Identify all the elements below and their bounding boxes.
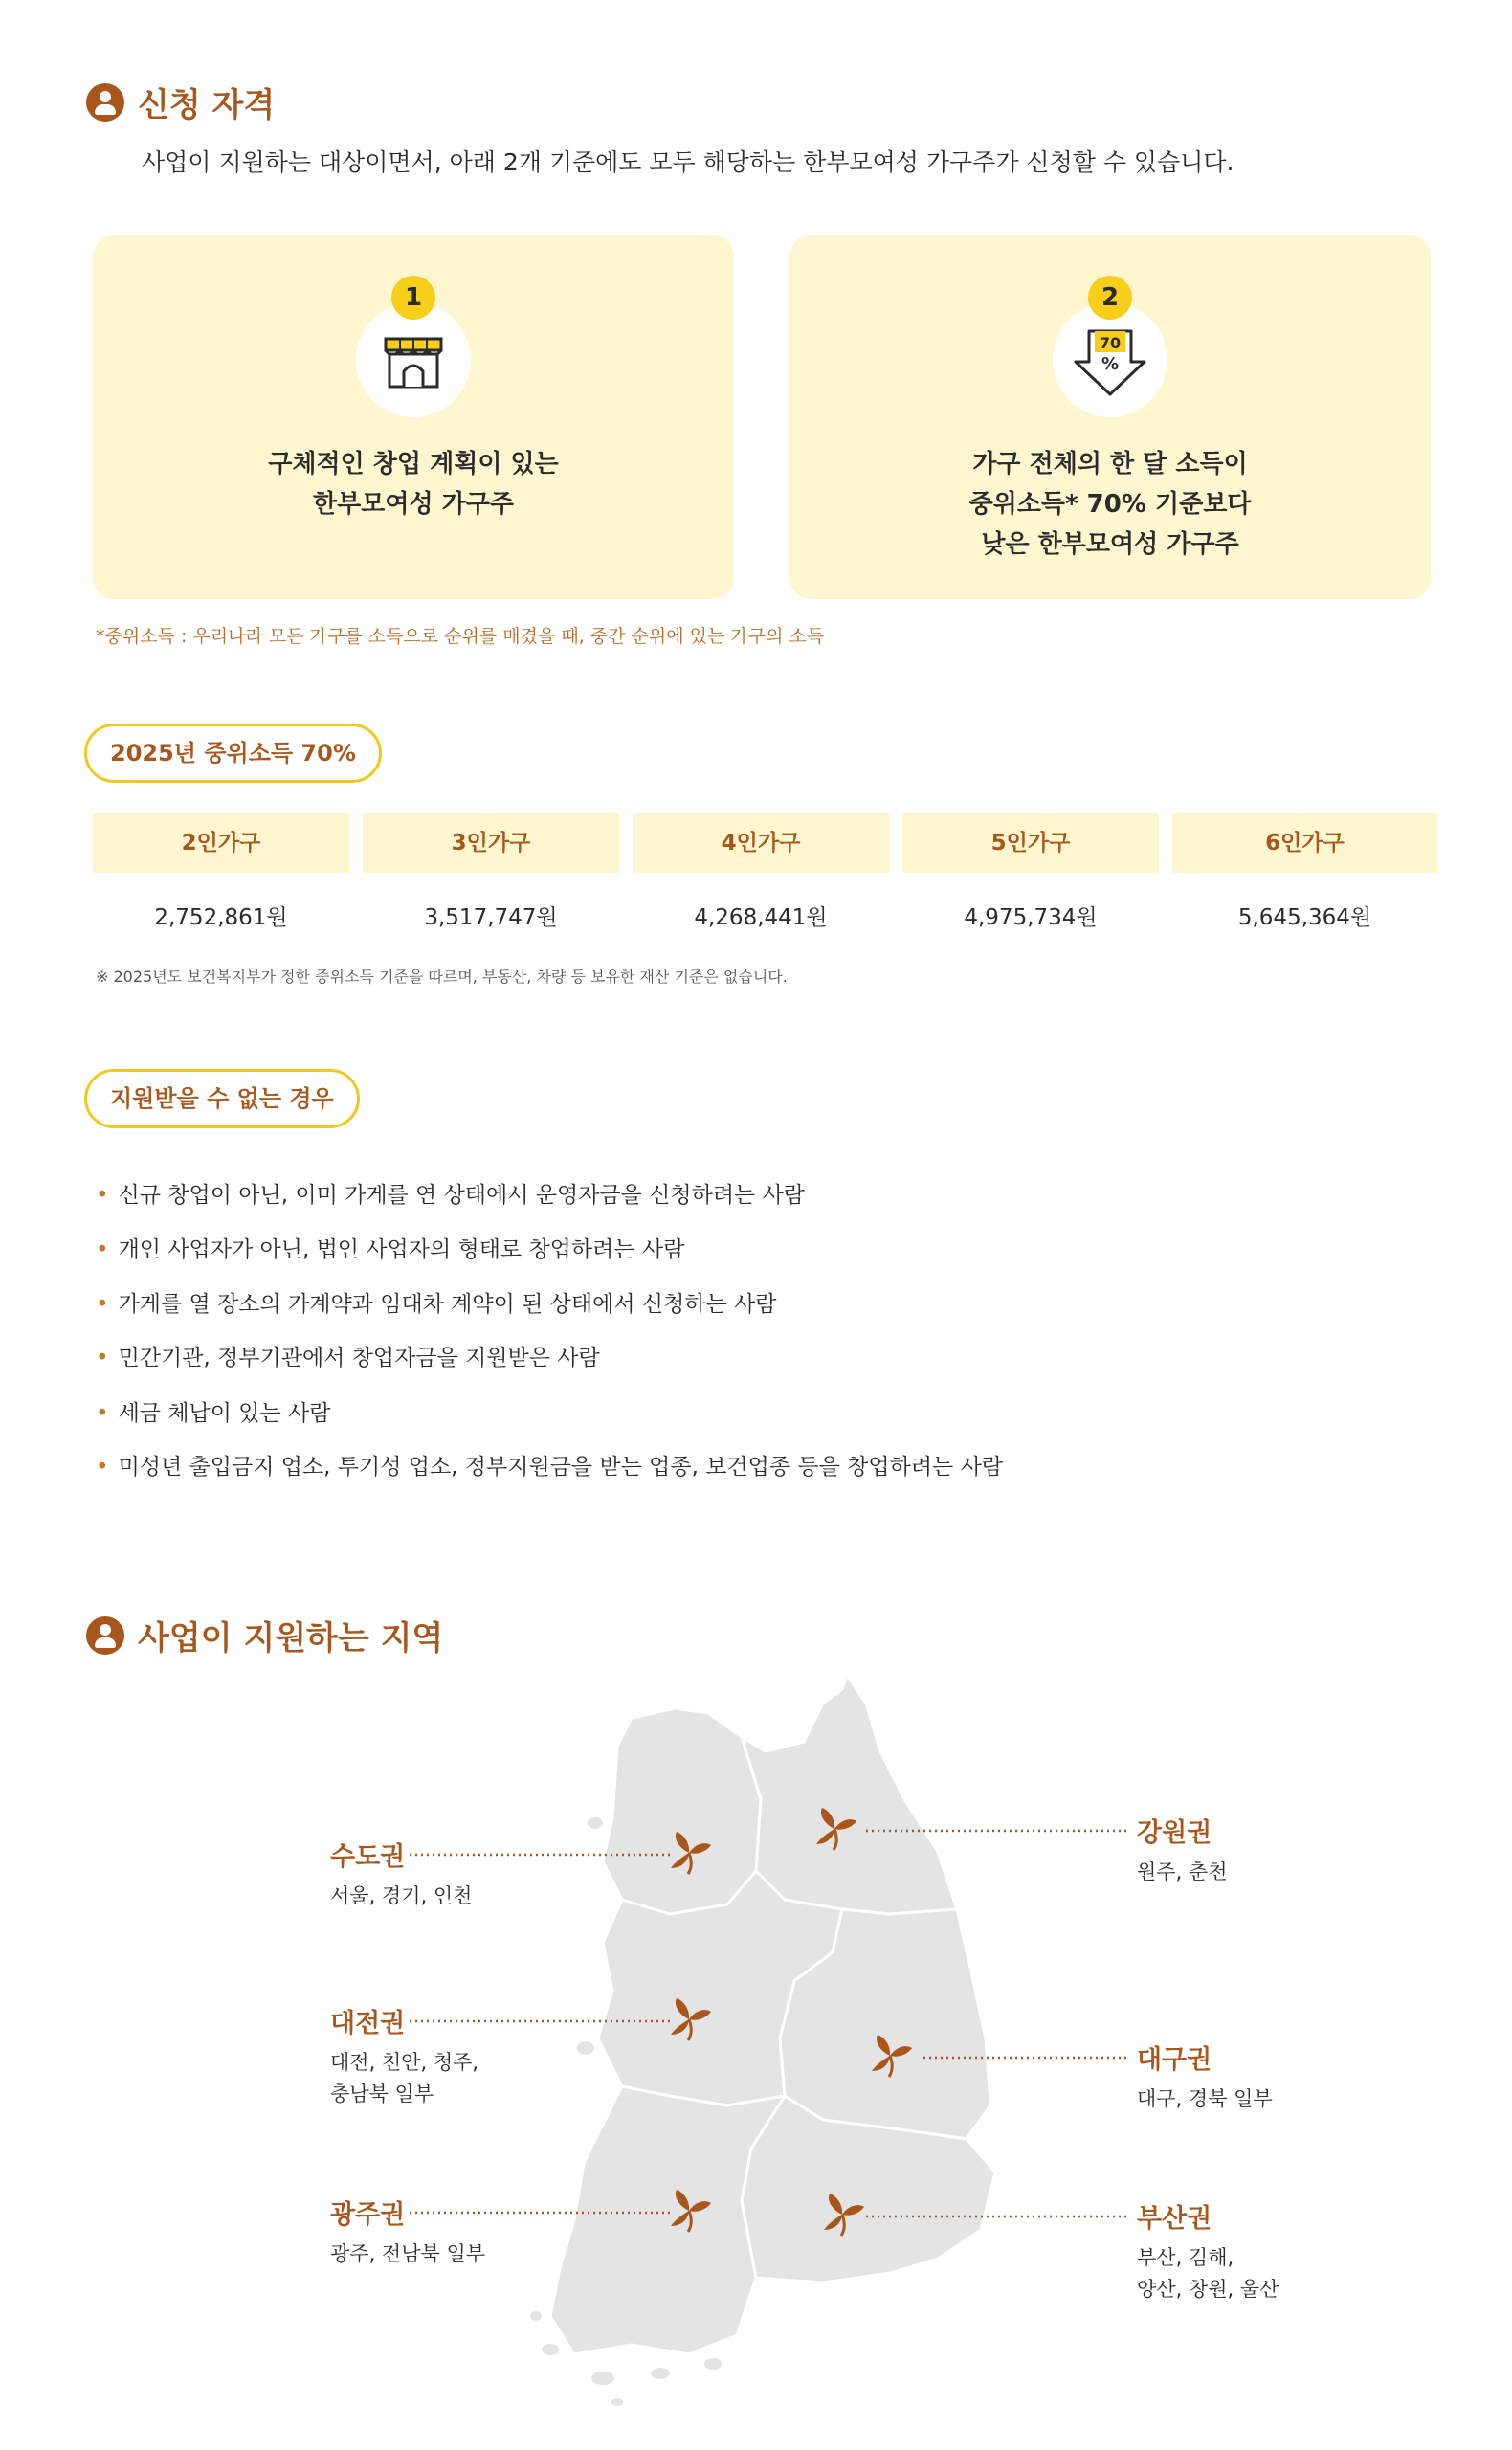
region-daegugwon — [1137, 2038, 1273, 2115]
leaf-icon — [663, 1993, 715, 2044]
list-item-text: 신규 창업이 아닌, 이미 가게를 연 상태에서 운영자금을 신청하려는 사람 — [118, 1183, 806, 1208]
ineligible-badge: 지원받을 수 없는 경우 — [84, 1069, 360, 1128]
card-text-line: 구체적인 창업 계획이 있는 — [268, 450, 559, 479]
table-header: 3인가구 — [363, 813, 619, 873]
median-income-footnote: *중위소득 : 우리나라 모든 가구를 소득으로 순위를 매겼을 때, 중간 순위에 있는 가구의 소득 — [96, 626, 825, 647]
svg-text:%: % — [1101, 354, 1120, 374]
svg-text:70: 70 — [1099, 334, 1122, 352]
region-name: 광주권 — [330, 2200, 406, 2230]
median-income-note: ※ 2025년도 보건복지부가 정한 중위소득 기준을 따르며, 부동산, 차량 등 보유한 재산 기준은 없습니다. — [96, 968, 788, 986]
list-item-text: 민간기관, 정부기관에서 창업자금을 지원받은 사람 — [118, 1346, 600, 1370]
region-cities: 충남북 일부 — [330, 2082, 434, 2105]
list-item-text: 세금 체납이 있는 사람 — [118, 1401, 331, 1426]
region-gangwongwon — [1137, 1812, 1228, 1888]
leaf-icon — [816, 2188, 868, 2239]
list-item-text: 가게를 열 장소의 가계약과 임대차 계약이 된 상태에서 신청하는 사람 — [118, 1292, 777, 1317]
median-income-badge: 2025년 중위소득 70% — [84, 724, 382, 783]
card-text-line: 가구 전체의 한 달 소득이 — [972, 450, 1248, 479]
region-daejeongwon — [330, 2002, 478, 2110]
list-item-text: 미성년 출입금지 업소, 투기성 업소, 정부지원금을 받는 업종, 보건업종 등을 창업하려는 사람 — [118, 1455, 1003, 1480]
list-item: • 세금 체납이 있는 사람 — [96, 1401, 331, 1426]
list-item: • 미성년 출입금지 업소, 투기성 업소, 정부지원금을 받는 업종, 보건업종 등을 창업하려는 사람 — [96, 1455, 1003, 1480]
region-cities: 대전, 천안, 청주, — [330, 2051, 479, 2074]
region-cities: 부산, 김해, — [1137, 2246, 1234, 2269]
table-header: 2인가구 — [93, 813, 349, 873]
region-name: 대구권 — [1137, 2045, 1212, 2075]
list-item-text: 개인 사업자가 아닌, 법인 사업자의 형태로 창업하려는 사람 — [118, 1237, 685, 1262]
region-cities: 원주, 춘천 — [1137, 1860, 1228, 1883]
table-cell: 3,517,747원 — [424, 905, 558, 930]
region-cities: 대구, 경북 일부 — [1137, 2087, 1273, 2110]
table-header: 4인가구 — [633, 813, 889, 873]
region-cities: 광주, 전남북 일부 — [330, 2242, 486, 2265]
table-header: 5인가구 — [902, 813, 1159, 873]
region-sudogwon — [330, 1836, 472, 1912]
list-item: • 민간기관, 정부기관에서 창업자금을 지원받은 사람 — [96, 1346, 600, 1370]
list-item: • 가게를 열 장소의 가계약과 임대차 계약이 된 상태에서 신청하는 사람 — [96, 1292, 777, 1317]
region-name: 대전권 — [330, 2009, 406, 2038]
leaf-icon — [663, 1826, 715, 1878]
region-cities: 서울, 경기, 인천 — [330, 1884, 473, 1907]
leaf-icon — [663, 2184, 715, 2236]
table-cell: 4,975,734원 — [964, 905, 1098, 930]
card-number-badge: 2 — [1088, 276, 1132, 320]
region-busangwon — [1137, 2197, 1279, 2305]
eligibility-title: 신청 자격 — [138, 86, 276, 124]
card-number-badge: 1 — [391, 276, 435, 320]
list-item: • 개인 사업자가 아닌, 법인 사업자의 형태로 창업하려는 사람 — [96, 1237, 685, 1262]
region-name: 부산권 — [1137, 2204, 1212, 2234]
region-name: 수도권 — [330, 1842, 406, 1872]
table-cell: 5,645,364원 — [1237, 905, 1372, 930]
list-item: • 신규 창업이 아닌, 이미 가게를 연 상태에서 운영자금을 신청하려는 사람 — [96, 1183, 806, 1208]
card-text-line: 낮은 한부모여성 가구주 — [981, 530, 1239, 559]
region-gwangjugwon — [330, 2194, 485, 2270]
region-cities: 양산, 창원, 울산 — [1137, 2278, 1279, 2301]
table-cell: 4,268,441원 — [694, 905, 828, 930]
region-name: 강원권 — [1137, 1818, 1212, 1848]
leaf-icon — [864, 2029, 916, 2081]
eligibility-intro: 사업이 지원하는 대상이면서, 아래 2개 기준에도 모두 해당하는 한부모여성 가구주가 신청할 수 있습니다. — [142, 148, 1234, 176]
leaf-icon — [809, 1802, 860, 1854]
regions-title: 사업이 지원하는 지역 — [138, 1619, 444, 1658]
card-text-line: 한부모여성 가구주 — [313, 490, 514, 519]
card-text-line: 중위소득* 70% 기준보다 — [968, 490, 1252, 519]
table-cell: 2,752,861원 — [154, 905, 288, 930]
table-header: 6인가구 — [1172, 813, 1437, 873]
